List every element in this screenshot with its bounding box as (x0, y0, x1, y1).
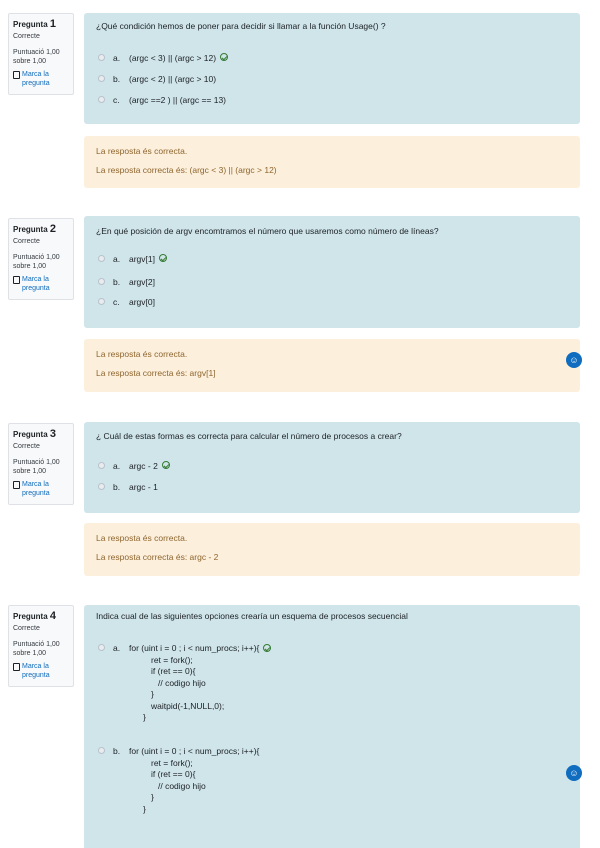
flag-question-button[interactable] (13, 275, 69, 293)
question-info-1 (8, 13, 74, 95)
question-grade (13, 640, 69, 658)
code-line: ret = fork(); (151, 654, 193, 665)
code-line: if (ret == 0){ (151, 666, 196, 676)
accessibility-icon: ☺ (569, 767, 579, 778)
answer-option-b[interactable] (98, 482, 158, 492)
option-letter: b. (113, 482, 121, 492)
question-feedback-2 (84, 339, 580, 392)
flag-line-2: pregunta (22, 672, 50, 679)
code-line: } (143, 803, 146, 814)
question-feedback-3 (84, 523, 580, 576)
flag-line-1: Marca la (22, 481, 49, 488)
accessibility-button[interactable] (566, 765, 582, 781)
radio-button[interactable] (98, 483, 105, 490)
option-text: argv[1] (129, 254, 155, 264)
question-number-value: 1 (49, 18, 57, 30)
radio-button[interactable] (98, 255, 105, 262)
flag-line-2: pregunta (22, 80, 50, 87)
grade-line-2: sobre 1,00 (13, 468, 47, 475)
question-grade (13, 458, 69, 476)
answer-option-a[interactable] (98, 254, 167, 264)
question-number-value: 4 (49, 610, 57, 622)
option-letter: c. (113, 297, 120, 307)
radio-button[interactable] (98, 298, 105, 305)
feedback-text: La resposta és correcta. (96, 146, 188, 156)
grade-line-1: Puntuació 1,00 (13, 641, 60, 648)
question-number-value: 2 (49, 223, 57, 235)
question-text: Indica cual de las siguientes opciones crearía un esquema de procesos secuencial (96, 611, 408, 621)
answer-option-b[interactable] (98, 746, 259, 815)
flag-question-button[interactable] (13, 70, 69, 88)
option-text: argc - 1 (129, 482, 158, 492)
option-text: (argc < 2) || (argc > 10) (129, 74, 217, 84)
code-line: // codigo hijo (158, 780, 206, 791)
answer-option-a[interactable] (98, 53, 228, 63)
grade-line-2: sobre 1,00 (13, 650, 47, 657)
option-code (129, 746, 259, 815)
question-formulation-2 (84, 216, 580, 328)
flag-line-1: Marca la (22, 71, 49, 78)
flag-icon (13, 481, 20, 489)
radio-button[interactable] (98, 54, 105, 61)
answer-option-a[interactable] (98, 643, 271, 724)
correct-check-icon (220, 53, 228, 61)
grade-line-2: sobre 1,00 (13, 263, 47, 270)
radio-button[interactable] (98, 96, 105, 103)
answer-option-b[interactable] (98, 277, 155, 287)
question-formulation-4 (84, 605, 580, 848)
question-grade (13, 253, 69, 271)
flag-line-2: pregunta (22, 490, 50, 497)
option-text: (argc < 3) || (argc > 12) (129, 53, 217, 63)
radio-button[interactable] (98, 462, 105, 469)
correct-answer-text: La resposta correcta és: argc - 2 (96, 552, 219, 562)
feedback-text: La resposta és correcta. (96, 349, 188, 359)
radio-button[interactable] (98, 278, 105, 285)
code-line: // codigo hijo (158, 677, 206, 688)
question-label: Pregunta (13, 612, 48, 621)
accessibility-icon: ☺ (569, 354, 579, 365)
flag-line-1: Marca la (22, 276, 49, 283)
question-number-value: 3 (49, 428, 57, 440)
option-letter: b. (113, 277, 121, 287)
code-line: } (143, 712, 146, 722)
question-info-3 (8, 423, 74, 505)
option-letter: c. (113, 95, 120, 105)
radio-button[interactable] (98, 747, 105, 754)
option-text: (argc ==2 ) || (argc == 13) (129, 95, 227, 105)
question-label: Pregunta (13, 430, 48, 439)
code-line: for (uint i = 0 ; i < num_procs; i++){ (129, 746, 260, 756)
option-code (129, 643, 271, 724)
grade-line-1: Puntuació 1,00 (13, 459, 60, 466)
correct-answer-text: La resposta correcta és: (argc < 3) || (argc > 12) (96, 165, 277, 175)
question-info-2 (8, 218, 74, 300)
option-letter: b. (113, 74, 121, 84)
question-formulation-3 (84, 422, 580, 513)
option-text: argv[0] (129, 297, 155, 307)
answer-option-c[interactable] (98, 95, 226, 105)
question-grade (13, 48, 69, 66)
question-number (13, 223, 69, 235)
radio-button[interactable] (98, 644, 105, 651)
flag-line-2: pregunta (22, 285, 50, 292)
grade-line-1: Puntuació 1,00 (13, 254, 60, 261)
question-text: ¿En qué posición de argv encomtramos el número que usaremos como número de líneas? (96, 226, 439, 236)
option-letter: b. (113, 746, 121, 756)
question-feedback-1 (84, 136, 580, 188)
question-info-4 (8, 605, 74, 687)
answer-option-c[interactable] (98, 297, 155, 307)
question-state: Correcte (13, 238, 40, 245)
answer-option-a[interactable] (98, 461, 170, 471)
flag-question-button[interactable] (13, 662, 69, 680)
question-state: Correcte (13, 625, 40, 632)
question-text: ¿ Cuál de estas formas es correcta para calcular el número de procesos a crear? (96, 431, 402, 441)
grade-line-1: Puntuació 1,00 (13, 49, 60, 56)
flag-icon (13, 276, 20, 284)
correct-check-icon (162, 461, 170, 469)
grade-line-2: sobre 1,00 (13, 58, 47, 65)
question-state: Correcte (13, 33, 40, 40)
feedback-text: La resposta és correcta. (96, 533, 188, 543)
question-number (13, 18, 69, 30)
correct-answer-text: La resposta correcta és: argv[1] (96, 368, 216, 378)
question-state: Correcte (13, 443, 40, 450)
code-line: waitpid(-1,NULL,0); (151, 700, 225, 711)
option-letter: a. (113, 53, 121, 63)
code-line: for (uint i = 0 ; i < num_procs; i++){ (129, 643, 260, 653)
flag-icon (13, 663, 20, 671)
flag-line-1: Marca la (22, 663, 49, 670)
flag-question-button[interactable] (13, 480, 69, 498)
code-line: ret = fork(); (151, 757, 193, 768)
code-line: } (151, 792, 154, 802)
question-label: Pregunta (13, 20, 48, 29)
option-letter: a. (113, 643, 121, 653)
option-letter: a. (113, 461, 121, 471)
correct-check-icon (263, 644, 271, 652)
option-text: argc - 2 (129, 461, 158, 471)
option-letter: a. (113, 254, 121, 264)
code-line: } (151, 689, 154, 699)
question-text: ¿Qué condición hemos de poner para decidir si llamar a la función Usage() ? (96, 21, 386, 31)
correct-check-icon (159, 254, 167, 262)
question-number (13, 610, 69, 622)
question-formulation-1 (84, 13, 580, 124)
option-text: argv[2] (129, 277, 155, 287)
radio-button[interactable] (98, 75, 105, 82)
accessibility-button[interactable] (566, 352, 582, 368)
flag-icon (13, 71, 20, 79)
answer-option-b[interactable] (98, 74, 216, 84)
code-line: if (ret == 0){ (151, 769, 196, 779)
question-label: Pregunta (13, 225, 48, 234)
question-number (13, 428, 69, 440)
